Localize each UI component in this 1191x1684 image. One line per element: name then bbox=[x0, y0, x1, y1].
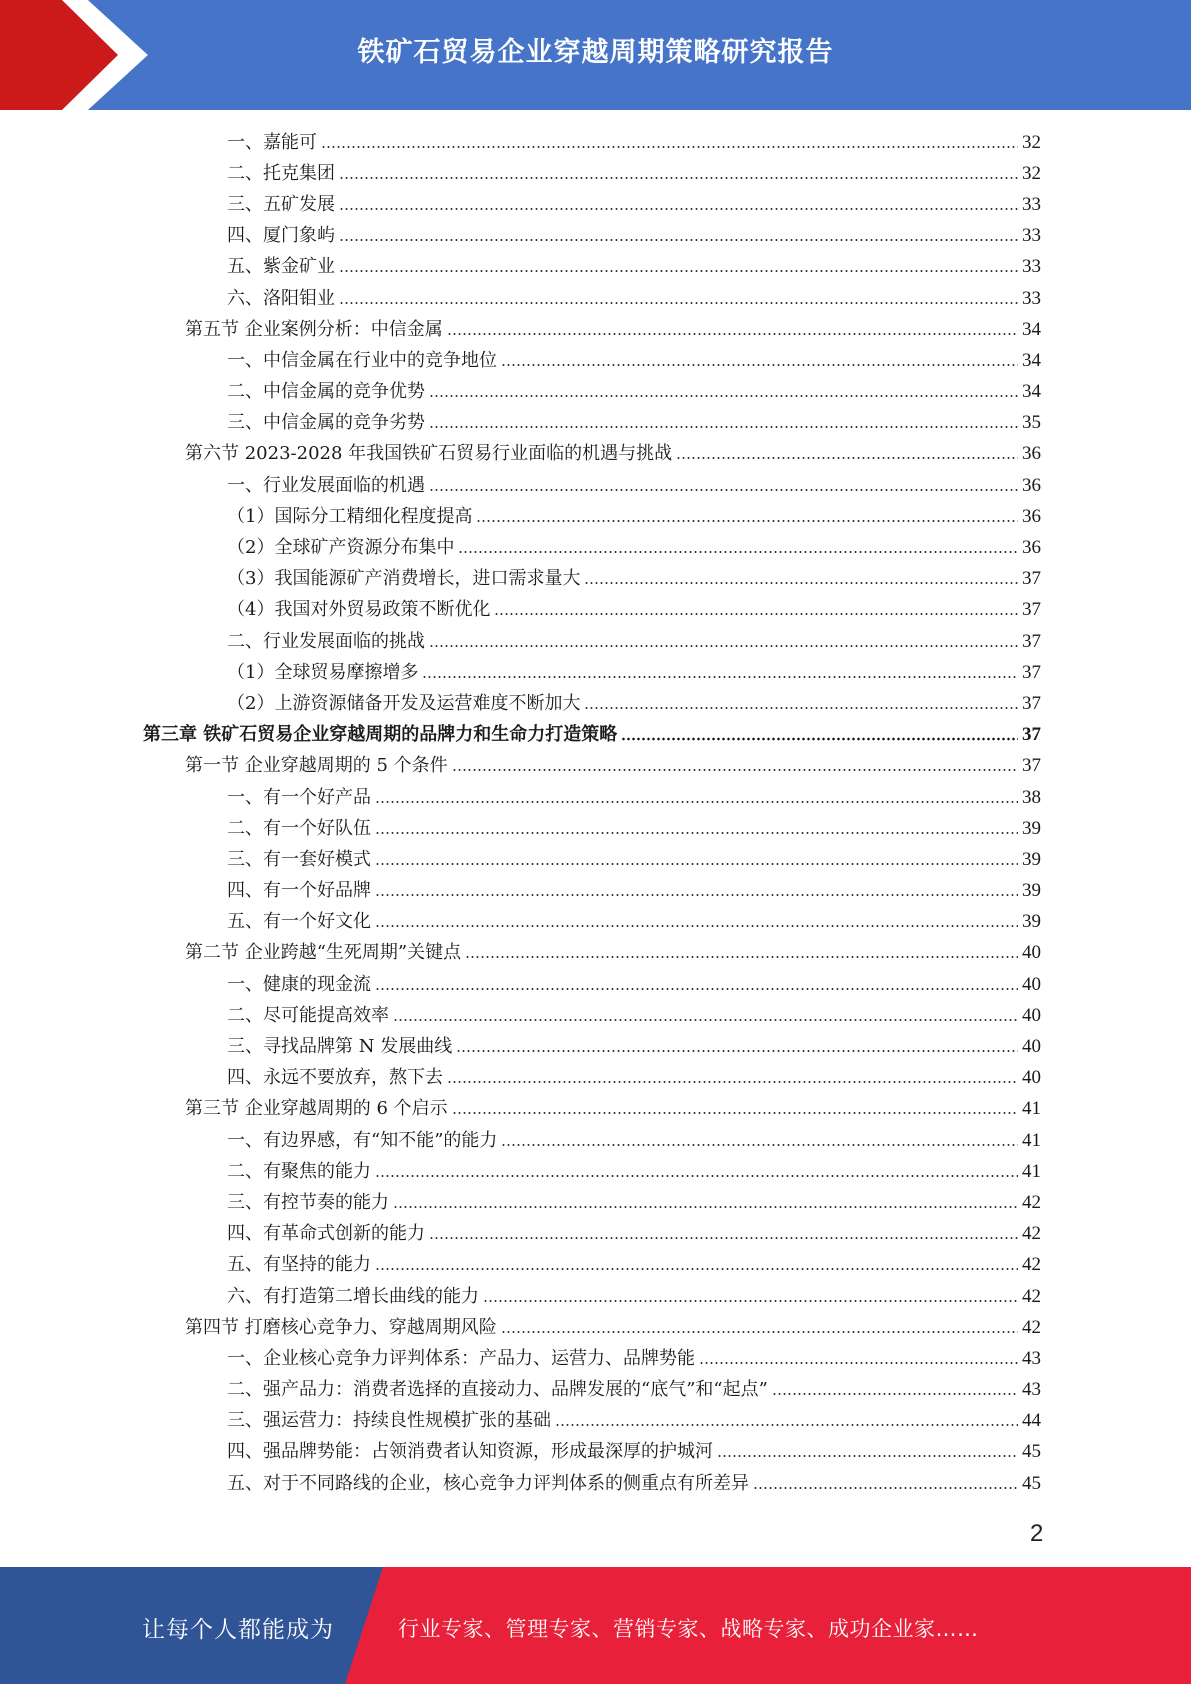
toc-leader-dots bbox=[456, 1049, 1018, 1053]
toc-leader-dots bbox=[772, 1392, 1018, 1396]
toc-entry-title: 一、有边界感，有“知不能”的能力 bbox=[227, 1129, 498, 1151]
toc-leader-dots bbox=[717, 1454, 1018, 1458]
toc-entry-title: 一、健康的现金流 bbox=[227, 973, 371, 995]
toc-entry-page: 39 bbox=[1022, 880, 1041, 902]
toc-entry-page: 37 bbox=[1022, 724, 1041, 746]
toc-leader-dots bbox=[584, 706, 1018, 710]
toc-entry-title: 二、有一个好队伍 bbox=[227, 817, 371, 839]
toc-entry[interactable] bbox=[0, 595, 1191, 626]
toc-leader-dots bbox=[447, 332, 1018, 336]
toc-entry-title: 第六节 2023-2028 年我国铁矿石贸易行业面临的机遇与挑战 bbox=[185, 443, 673, 465]
toc-entry-page: 40 bbox=[1022, 1036, 1041, 1058]
toc-entry[interactable] bbox=[0, 377, 1191, 408]
toc-leader-dots bbox=[393, 1205, 1018, 1209]
toc-leader-dots bbox=[375, 987, 1018, 991]
toc-entry-title: 四、有一个好品牌 bbox=[227, 880, 371, 902]
toc-entry-page: 44 bbox=[1022, 1410, 1041, 1432]
toc-leader-dots bbox=[494, 612, 1018, 616]
toc-entry-page: 33 bbox=[1022, 193, 1041, 215]
toc-entry[interactable] bbox=[0, 501, 1191, 532]
toc-entry-title: （4）我国对外贸易政策不断优化 bbox=[227, 599, 491, 621]
toc-leader-dots bbox=[483, 1299, 1018, 1303]
toc-entry-title: 二、中信金属的竞争优势 bbox=[227, 381, 425, 403]
toc-entry[interactable] bbox=[0, 158, 1191, 189]
toc-entry-title: 四、永远不要放弃，熬下去 bbox=[227, 1067, 443, 1089]
toc-entry-page: 34 bbox=[1022, 349, 1041, 371]
toc-entry[interactable] bbox=[0, 813, 1191, 844]
page-header bbox=[0, 0, 1191, 110]
toc-entry-page: 45 bbox=[1022, 1441, 1041, 1463]
toc-entry-title: 第五节 企业案例分析：中信金属 bbox=[185, 318, 443, 340]
toc-entry[interactable] bbox=[0, 844, 1191, 875]
toc-leader-dots bbox=[699, 1361, 1018, 1365]
toc-leader-dots bbox=[339, 301, 1018, 305]
toc-entry[interactable] bbox=[0, 1063, 1191, 1094]
toc-entry-page: 33 bbox=[1022, 225, 1041, 247]
toc-entry-title: 一、有一个好产品 bbox=[227, 786, 371, 808]
toc-entry-title: 二、尽可能提高效率 bbox=[227, 1004, 389, 1026]
toc-entry-title: 第三章 铁矿石贸易企业穿越周期的品牌力和生命力打造策略 bbox=[143, 724, 618, 746]
toc-leader-dots bbox=[452, 1111, 1018, 1115]
toc-entry[interactable] bbox=[0, 221, 1191, 252]
toc-entry-page: 33 bbox=[1022, 287, 1041, 309]
toc-entry-title: （2）上游资源储备开发及运营难度不断加大 bbox=[227, 692, 581, 714]
toc-leader-dots bbox=[458, 550, 1018, 554]
toc-entry-page: 34 bbox=[1022, 318, 1041, 340]
toc-leader-dots bbox=[584, 581, 1018, 585]
toc-entry-title: 四、有革命式创新的能力 bbox=[227, 1223, 425, 1245]
toc-entry[interactable] bbox=[0, 532, 1191, 563]
toc-leader-dots bbox=[321, 145, 1018, 149]
toc-entry-title: 一、行业发展面临的机遇 bbox=[227, 474, 425, 496]
toc-leader-dots bbox=[621, 737, 1018, 741]
toc-entry-page: 37 bbox=[1022, 599, 1041, 621]
toc-entry-title: 四、厦门象屿 bbox=[227, 225, 335, 247]
toc-entry-page: 40 bbox=[1022, 973, 1041, 995]
toc-entry[interactable] bbox=[0, 283, 1191, 314]
toc-entry-title: 六、洛阳钼业 bbox=[227, 287, 335, 309]
toc-entry-title: 三、寻找品牌第 N 发展曲线 bbox=[227, 1036, 453, 1058]
toc-entry[interactable] bbox=[0, 1156, 1191, 1187]
toc-entry-page: 45 bbox=[1022, 1472, 1041, 1494]
toc-leader-dots bbox=[422, 675, 1018, 679]
toc-entry-page: 40 bbox=[1022, 1004, 1041, 1026]
toc-entry-title: 一、嘉能可 bbox=[227, 131, 317, 153]
toc-entry-title: 二、有聚焦的能力 bbox=[227, 1160, 371, 1182]
toc-leader-dots bbox=[476, 519, 1018, 523]
toc-leader-dots bbox=[375, 1267, 1018, 1271]
toc-entry-title: 五、有坚持的能力 bbox=[227, 1254, 371, 1276]
toc-leader-dots bbox=[753, 1486, 1018, 1490]
toc-entry-title: 一、中信金属在行业中的竞争地位 bbox=[227, 349, 497, 371]
toc-entry[interactable] bbox=[0, 1000, 1191, 1031]
report-title: 铁矿石贸易企业穿越周期策略研究报告 bbox=[357, 37, 834, 68]
toc-entry-page: 32 bbox=[1022, 131, 1041, 153]
toc-entry-title: 六、有打造第二增长曲线的能力 bbox=[227, 1285, 479, 1307]
toc-leader-dots bbox=[429, 488, 1018, 492]
toc-entry-page: 36 bbox=[1022, 474, 1041, 496]
toc-entry[interactable] bbox=[0, 564, 1191, 595]
toc-leader-dots bbox=[375, 862, 1018, 866]
toc-entry-page: 37 bbox=[1022, 568, 1041, 590]
toc-entry[interactable] bbox=[0, 189, 1191, 220]
toc-entry-title: 第二节 企业跨越“生死周期”关键点 bbox=[185, 942, 462, 964]
page-number: 2 bbox=[1030, 1520, 1044, 1547]
toc-entry-title: 五、紫金矿业 bbox=[227, 256, 335, 278]
toc-leader-dots bbox=[375, 831, 1018, 835]
toc-leader-dots bbox=[339, 207, 1018, 211]
toc-entry-page: 42 bbox=[1022, 1316, 1041, 1338]
toc-entry[interactable] bbox=[0, 1187, 1191, 1218]
toc-entry-page: 37 bbox=[1022, 755, 1041, 777]
toc-entry-page: 36 bbox=[1022, 443, 1041, 465]
toc-entry-page: 43 bbox=[1022, 1379, 1041, 1401]
toc-entry-title: 一、企业核心竞争力评判体系：产品力、运营力、品牌势能 bbox=[227, 1347, 695, 1369]
toc-leader-dots bbox=[375, 893, 1018, 897]
toc-entry[interactable] bbox=[0, 938, 1191, 969]
toc-leader-dots bbox=[375, 800, 1018, 804]
toc-entry-title: 二、强产品力：消费者选择的直接动力、品牌发展的“底气”和“起点” bbox=[227, 1379, 768, 1401]
toc-entry[interactable] bbox=[0, 1094, 1191, 1125]
toc-entry[interactable] bbox=[0, 969, 1191, 1000]
toc-entry-page: 39 bbox=[1022, 848, 1041, 870]
toc-entry[interactable] bbox=[0, 782, 1191, 813]
toc-entry-page: 37 bbox=[1022, 692, 1041, 714]
toc-entry[interactable] bbox=[0, 314, 1191, 345]
toc-entry-page: 39 bbox=[1022, 911, 1041, 933]
toc-entry-page: 36 bbox=[1022, 505, 1041, 527]
toc-entry-title: （3）我国能源矿产消费增长，进口需求量大 bbox=[227, 568, 581, 590]
toc-leader-dots bbox=[393, 1018, 1018, 1022]
toc-entry-page: 40 bbox=[1022, 1067, 1041, 1089]
toc-entry[interactable] bbox=[0, 688, 1191, 719]
toc-entry-title: 三、中信金属的竞争劣势 bbox=[227, 412, 425, 434]
toc-entry[interactable] bbox=[0, 751, 1191, 782]
toc-entry[interactable] bbox=[0, 408, 1191, 439]
toc-leader-dots bbox=[676, 456, 1018, 460]
toc-entry-title: 三、强运营力：持续良性规模扩张的基础 bbox=[227, 1410, 551, 1432]
toc-entry[interactable] bbox=[0, 127, 1191, 158]
toc-entry-page: 37 bbox=[1022, 630, 1041, 652]
toc-leader-dots bbox=[555, 1423, 1018, 1427]
toc-entry-page: 39 bbox=[1022, 817, 1041, 839]
toc-leader-dots bbox=[375, 1174, 1018, 1178]
toc-entry[interactable] bbox=[0, 907, 1191, 938]
toc-entry-title: 五、对于不同路线的企业，核心竞争力评判体系的侧重点有所差异 bbox=[227, 1472, 749, 1494]
toc-leader-dots bbox=[429, 394, 1018, 398]
toc-leader-dots bbox=[501, 363, 1018, 367]
toc-entry[interactable] bbox=[0, 657, 1191, 688]
toc-entry-title: （2）全球矿产资源分布集中 bbox=[227, 537, 455, 559]
toc-entry-page: 36 bbox=[1022, 537, 1041, 559]
toc-entry[interactable] bbox=[0, 1375, 1191, 1406]
toc-entry-title: 二、托克集团 bbox=[227, 162, 335, 184]
toc-leader-dots bbox=[429, 1236, 1018, 1240]
toc-leader-dots bbox=[447, 1080, 1018, 1084]
toc-entry[interactable] bbox=[0, 470, 1191, 501]
toc-entry[interactable] bbox=[0, 1125, 1191, 1156]
toc-leader-dots bbox=[339, 176, 1018, 180]
toc-leader-dots bbox=[339, 269, 1018, 273]
footer-slogan-right: 行业专家、管理专家、营销专家、战略专家、成功企业家…… bbox=[398, 1617, 979, 1641]
toc-entry-title: 第四节 打磨核心竞争力、穿越周期风险 bbox=[185, 1316, 497, 1338]
toc-entry[interactable] bbox=[0, 252, 1191, 283]
toc-leader-dots bbox=[429, 425, 1018, 429]
toc-entry[interactable] bbox=[0, 439, 1191, 470]
toc-entry-page: 37 bbox=[1022, 661, 1041, 683]
toc-entry[interactable] bbox=[0, 1219, 1191, 1250]
toc-entry-page: 42 bbox=[1022, 1285, 1041, 1307]
toc-entry[interactable] bbox=[0, 720, 1191, 751]
toc-entry-page: 43 bbox=[1022, 1347, 1041, 1369]
toc-entry-page: 33 bbox=[1022, 256, 1041, 278]
toc-entry-page: 41 bbox=[1022, 1098, 1041, 1120]
toc-entry-title: 四、强品牌势能：占领消费者认知资源，形成最深厚的护城河 bbox=[227, 1441, 713, 1463]
toc-entry-title: 二、行业发展面临的挑战 bbox=[227, 630, 425, 652]
toc-entry[interactable] bbox=[0, 1281, 1191, 1312]
toc-entry[interactable] bbox=[0, 1437, 1191, 1468]
toc-entry-page: 41 bbox=[1022, 1129, 1041, 1151]
toc-leader-dots bbox=[501, 1330, 1018, 1334]
page-footer bbox=[0, 1567, 1191, 1684]
toc-leader-dots bbox=[452, 768, 1018, 772]
toc-entry-title: （1）全球贸易摩擦增多 bbox=[227, 661, 419, 683]
toc-leader-dots bbox=[375, 924, 1018, 928]
toc-entry-page: 38 bbox=[1022, 786, 1041, 808]
toc-entry-page: 42 bbox=[1022, 1191, 1041, 1213]
toc-leader-dots bbox=[501, 1143, 1018, 1147]
toc-entry-page: 35 bbox=[1022, 412, 1041, 434]
toc-entry-title: 三、有一套好模式 bbox=[227, 848, 371, 870]
toc-entry[interactable] bbox=[0, 876, 1191, 907]
toc-entry[interactable] bbox=[0, 626, 1191, 657]
toc-entry[interactable] bbox=[0, 1031, 1191, 1062]
toc-entry-title: （1）国际分工精细化程度提高 bbox=[227, 505, 473, 527]
toc-leader-dots bbox=[429, 644, 1018, 648]
toc-leader-dots bbox=[465, 955, 1018, 959]
toc-entry-title: 五、有一个好文化 bbox=[227, 911, 371, 933]
toc-entry-page: 42 bbox=[1022, 1223, 1041, 1245]
toc-entry[interactable] bbox=[0, 1250, 1191, 1281]
toc-entry-page: 42 bbox=[1022, 1254, 1041, 1276]
toc-leader-dots bbox=[339, 238, 1018, 242]
toc-entry-page: 32 bbox=[1022, 162, 1041, 184]
toc-entry-title: 三、五矿发展 bbox=[227, 193, 335, 215]
toc-entry[interactable] bbox=[0, 345, 1191, 376]
footer-slogan-left: 让每个人都能成为 bbox=[142, 1617, 334, 1643]
toc-entry[interactable] bbox=[0, 1468, 1191, 1499]
toc-entry-page: 40 bbox=[1022, 942, 1041, 964]
toc-entry[interactable] bbox=[0, 1312, 1191, 1343]
toc-entry-page: 41 bbox=[1022, 1160, 1041, 1182]
toc-entry[interactable] bbox=[0, 1406, 1191, 1437]
toc-entry-title: 三、有控节奏的能力 bbox=[227, 1191, 389, 1213]
toc-entry-title: 第一节 企业穿越周期的 5 个条件 bbox=[185, 755, 448, 777]
toc-entry-title: 第三节 企业穿越周期的 6 个启示 bbox=[185, 1098, 448, 1120]
toc-entry-page: 34 bbox=[1022, 381, 1041, 403]
table-of-contents bbox=[0, 127, 1191, 1499]
toc-entry[interactable] bbox=[0, 1343, 1191, 1374]
